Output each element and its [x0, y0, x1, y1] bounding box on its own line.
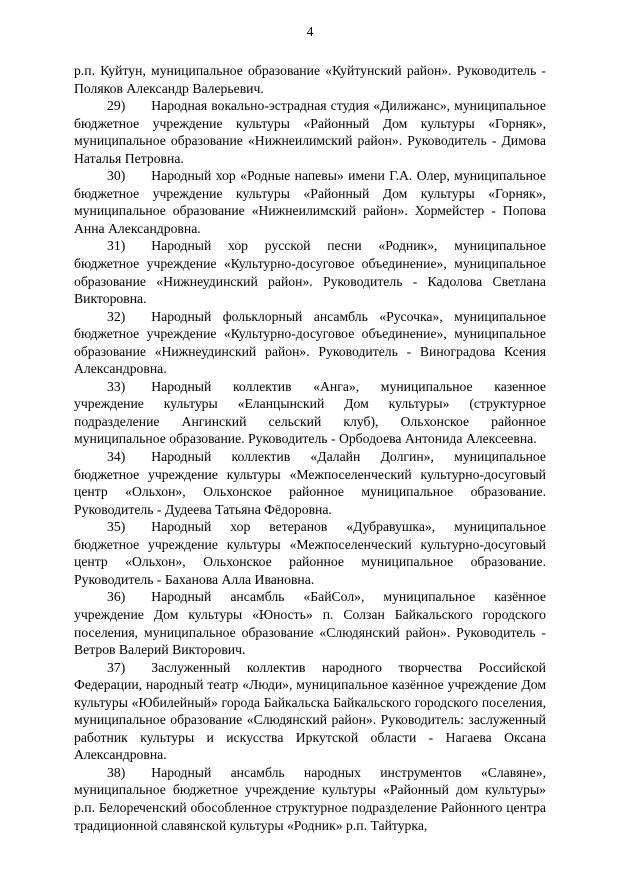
- numbered-paragraph: [74, 448, 546, 518]
- document-body: [74, 62, 546, 834]
- paragraph-text: Народный коллектив «Далайн Долгин», муниципальное бюджетное учреждение культуры «Межпоселенческий культурно-досуговый центр «Ольхон», Ольхонское районное муниципальное образование. Руководитель - Дудеева Татьяна Фёдоровна.: [74, 449, 546, 517]
- list-item-number: 33): [107, 378, 126, 394]
- paragraph-text: Народный фольклорный ансамбль «Русочка», муниципальное бюджетное учреждение «Культурно-досуговое объединение», муниципальное образование «Нижнеудинский район». Руководитель - Виноградова Ксения Александровна.: [74, 308, 546, 377]
- paragraph-text: Народный хор ветеранов «Дубравушка», муниципальное бюджетное учреждение культуры «Межпоселенческий культурно-досуговый центр «Ольхон», Ольхонское районное муниципальное образование. Руководитель - Баханова Алла Ивановна.: [74, 519, 546, 587]
- list-item-number: 34): [107, 449, 126, 465]
- list-item-number: 35): [107, 519, 126, 535]
- paragraph-text: Народный ансамбль «БайСол», муниципальное казённое учреждение Дом культуры «Юность» п. Солзан Байкальского городского поселения, муниципальное образование «Слюдянский район». Руководитель - Ветров Валерий Викторович.: [74, 589, 546, 658]
- list-item-number: 31): [107, 238, 126, 254]
- numbered-paragraph: [74, 518, 546, 588]
- numbered-paragraph: [74, 308, 546, 378]
- paragraph-text: Народная вокально-эстрадная студия «Дилижанс», муниципальное бюджетное учреждение культуры «Районный Дом культуры «Горняк», муниципальное образование «Нижнеилимский район». Руководитель - Димова Наталья Петровна.: [74, 98, 546, 166]
- paragraph-text: Заслуженный коллектив народного творчества Российской Федерации, народный театр «Люди», муниципальное казённое учреждение Дом культуры «Юбилейный» города Байкальска Байкальского городского поселения, муниципальное образование «Слюдянский район». Руководитель: заслуженный работник культуры и искусства Иркутской области - Нагаева Оксана Александровна.: [74, 659, 546, 763]
- numbered-paragraph: [74, 167, 546, 237]
- list-item-number: 30): [107, 168, 126, 184]
- numbered-paragraph: [74, 97, 546, 167]
- paragraph-text: Народный ансамбль народных инструментов «Славяне», муниципальное бюджетное учреждение культуры «Районный дом культуры» р.п. Белореченский обособленное структурное подразделение Районного центра традиционной славянской культуры «Родник» р.п. Тайтурка,: [74, 764, 546, 833]
- paragraph-text: Народный хор «Родные напевы» имени Г.А. Олер, муниципальное бюджетное учреждение культуры «Районный Дом культуры «Горняк», муниципальное образование «Нижнеилимский район». Хормейстер - Попова Анна Александровна.: [74, 168, 546, 236]
- paragraph-text: Народный хор русской песни «Родник», муниципальное бюджетное учреждение «Культурно-досуговое объединение», муниципальное образование «Нижнеудинский район». Руководитель - Кадолова Светлана Викторовна.: [74, 238, 546, 307]
- numbered-paragraph: [74, 237, 546, 307]
- numbered-paragraph: [74, 659, 546, 764]
- numbered-paragraph: [74, 588, 546, 658]
- numbered-paragraph: [74, 764, 546, 834]
- list-item-number: 38): [107, 764, 126, 780]
- paragraph-text: Народный коллектив «Анга», муниципальное казенное учреждение культуры «Еланцынский Дом культуры» (структурное подразделение Ангинский сельский клуб), Ольхонское районное муниципальное образование. Руководитель - Орбодоева Антонида Алексеевна.: [74, 378, 546, 447]
- paragraph-text: р.п. Куйтун, муниципальное образование «Куйтунский район». Руководитель - Поляков Александр Валерьевич.: [74, 63, 546, 96]
- numbered-paragraph: [74, 378, 546, 448]
- list-item-number: 32): [107, 308, 126, 324]
- list-item-number: 29): [107, 98, 126, 114]
- list-item-number: 37): [107, 659, 126, 675]
- paragraph: [74, 62, 546, 97]
- page-number: 4: [306, 24, 314, 39]
- list-item-number: 36): [107, 589, 126, 605]
